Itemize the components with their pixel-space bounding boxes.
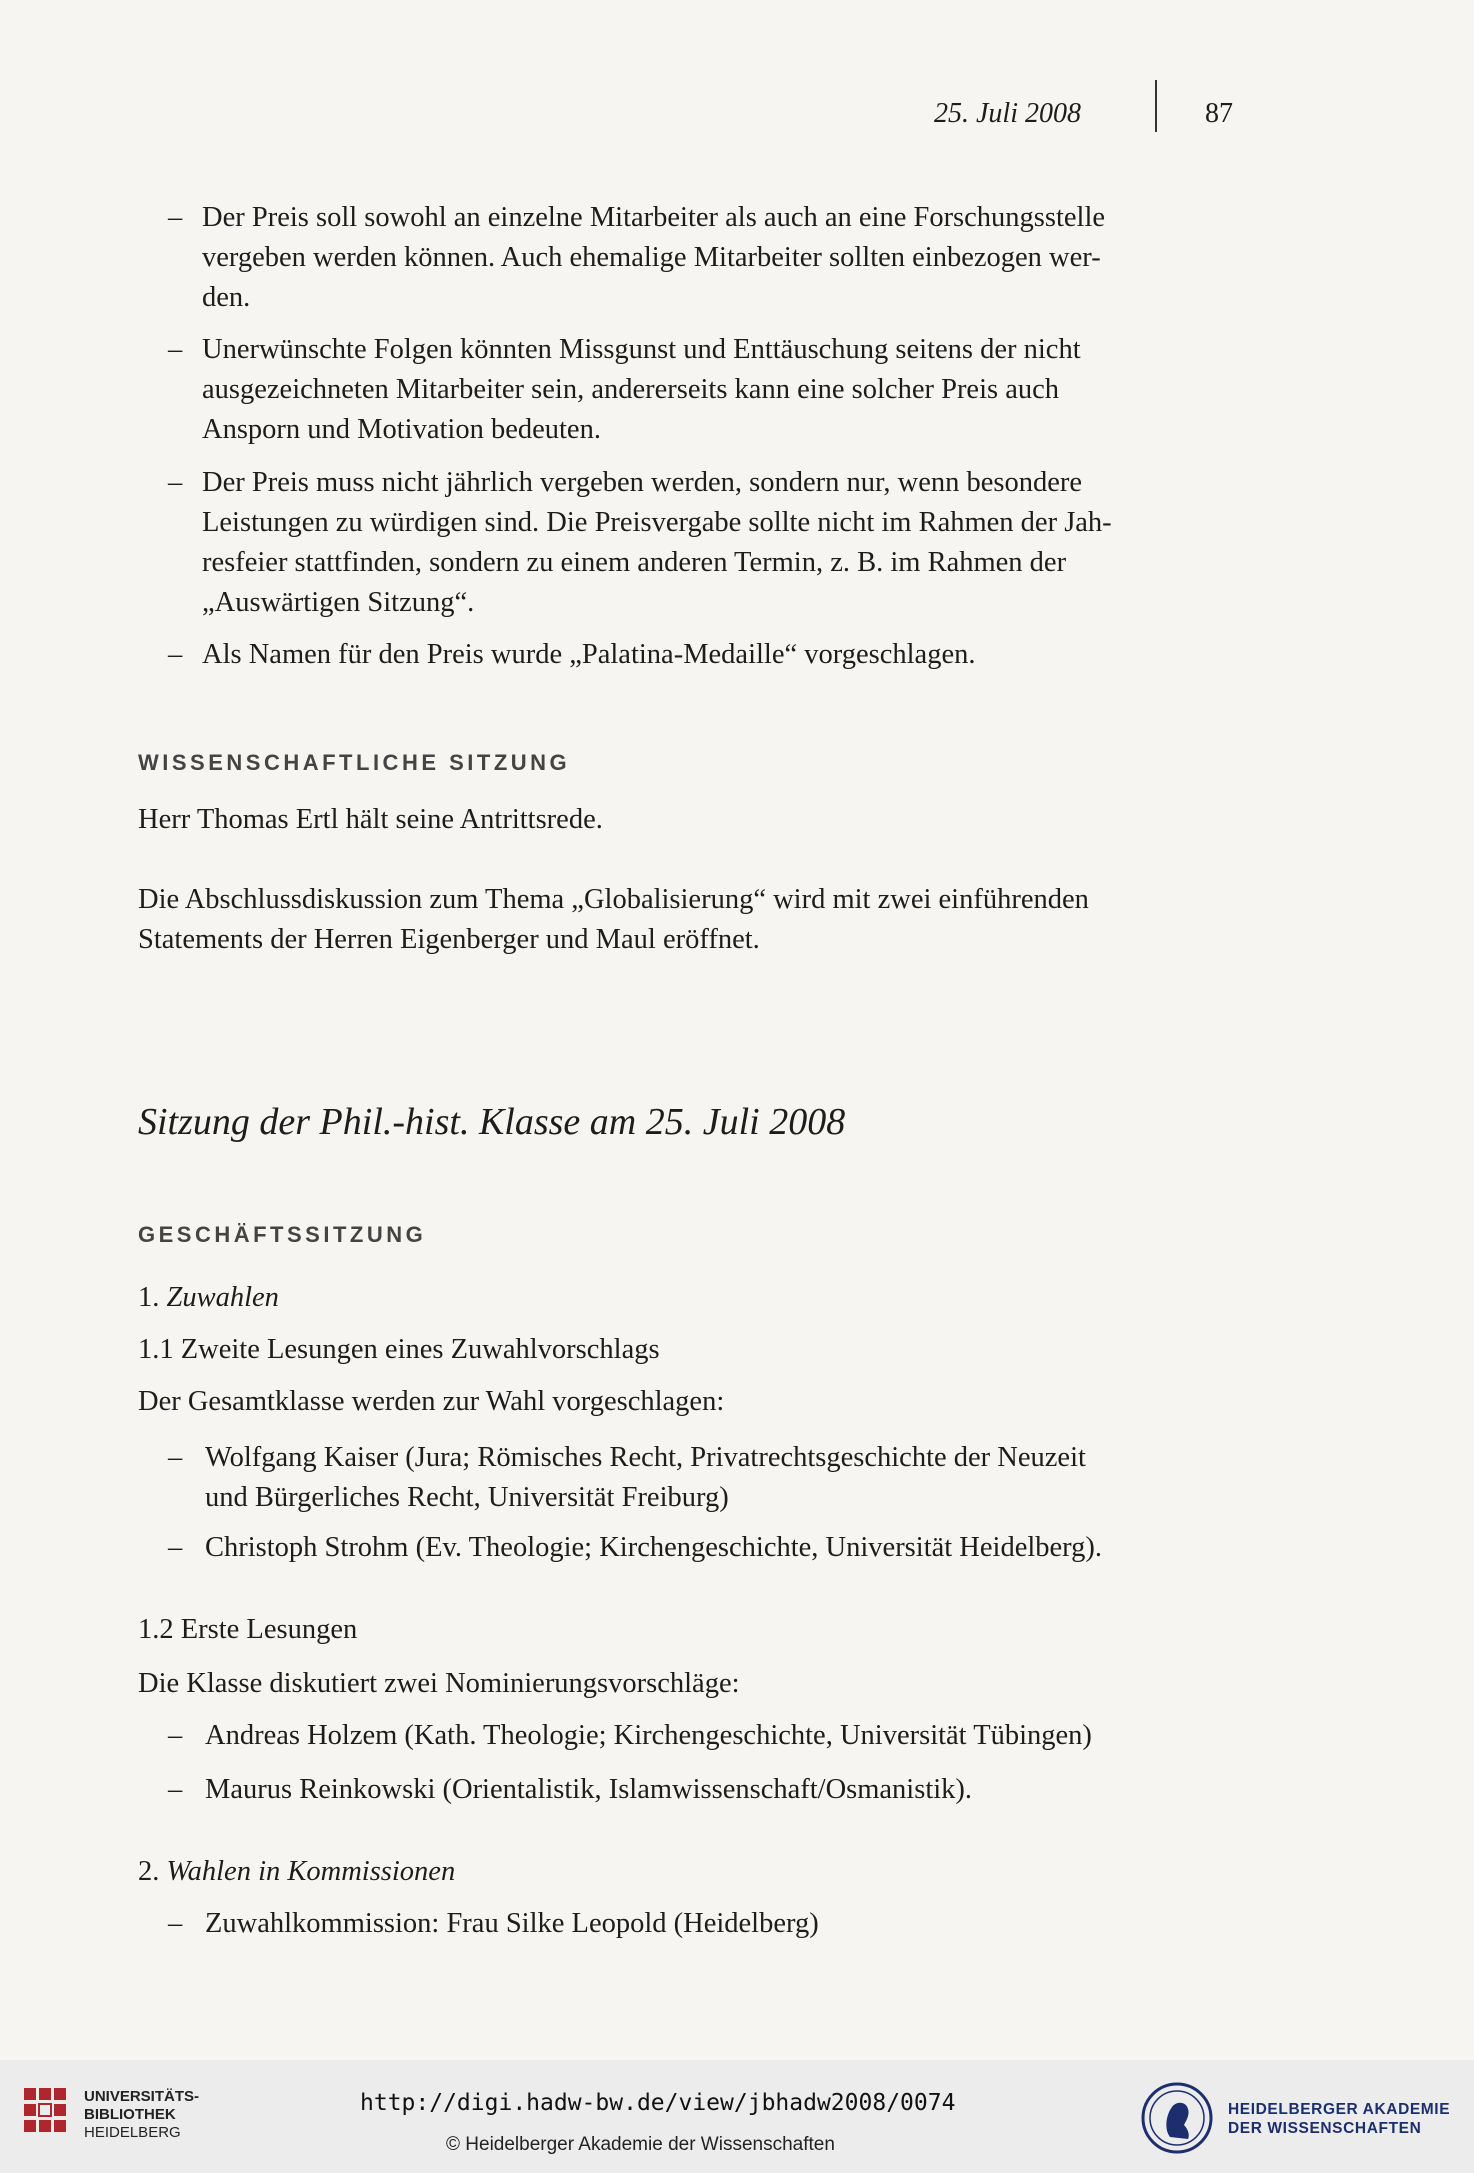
bullet-dash: – (168, 1532, 183, 1563)
list-item (202, 635, 1237, 675)
university-library-logo-icon (20, 2084, 70, 2140)
ub-line: HEIDELBERG (84, 2124, 181, 2141)
paragraph: Herr Thomas Ertl hält seine Antrittsrede. (138, 804, 603, 835)
academy-name (1228, 2100, 1450, 2138)
text-line: Christoph Strohm (Ev. Theologie; Kirchengeschichte, Universität Heidelberg). (205, 1532, 1103, 1563)
text-line: Ansporn und Motivation bedeuten. (202, 414, 601, 445)
bullet-dash: – (168, 1908, 183, 1939)
paragraph: Die Klasse diskutiert zwei Nominierungsvorschläge: (138, 1668, 740, 1699)
list-item (205, 1770, 1237, 1810)
bullet-dash: – (168, 639, 183, 670)
list-item (205, 1904, 1237, 1944)
copyright-notice: © Heidelberger Akademie der Wissenschaften (446, 2134, 835, 2155)
list-item (205, 1716, 1237, 1756)
paragraph (138, 880, 1238, 960)
list-item (205, 1438, 1237, 1518)
text-line: Als Namen für den Preis wurde „Palatina-Medaille“ vorgeschlagen. (202, 639, 976, 670)
academy-line: HEIDELBERGER AKADEMIE (1228, 2101, 1451, 2118)
academy-seal-icon (1140, 2081, 1214, 2155)
section-heading-geschaeftssitzung: GESCHÄFTSSITZUNG (138, 1222, 427, 1247)
text-line: Statements der Herren Eigenberger und Maul eröffnet. (138, 924, 760, 955)
ub-line: BIBLIOTHEK (84, 2106, 176, 2123)
numbered-item-1 (138, 1278, 1238, 1318)
text-line: Der Preis muss nicht jährlich vergeben werden, sondern nur, wenn besondere (202, 467, 1082, 498)
subheading: 1.2 Erste Lesungen (138, 1614, 358, 1645)
subheading: 1.1 Zweite Lesungen eines Zuwahlvorschlags (138, 1334, 660, 1365)
text-line: den. (202, 282, 251, 313)
item-label: Wahlen in Kommissionen (166, 1856, 456, 1887)
bullet-dash: – (168, 202, 183, 233)
paragraph: Der Gesamtklasse werden zur Wahl vorgeschlagen: (138, 1386, 725, 1417)
text-line: und Bürgerliches Recht, Universität Freiburg) (205, 1482, 729, 1513)
list-item (202, 463, 1237, 623)
ub-line: UNIVERSITÄTS- (84, 2088, 200, 2105)
list-item (202, 330, 1237, 450)
bullet-dash: – (168, 467, 183, 498)
item-label: Zuwahlen (166, 1282, 279, 1313)
text-line: vergeben werden können. Auch ehemalige Mitarbeiter sollten einbezogen wer- (202, 242, 1101, 273)
academy-line: DER WISSENSCHAFTEN (1228, 2120, 1422, 2137)
text-line: Der Preis soll sowohl an einzelne Mitarbeiter als auch an eine Forschungsstelle (202, 202, 1106, 233)
list-item (205, 1528, 1237, 1568)
section-title: Sitzung der Phil.-hist. Klasse am 25. Juli 2008 (138, 1101, 846, 1143)
text-line: Unerwünschte Folgen könnten Missgunst und Enttäuschung seitens der nicht (202, 334, 1081, 365)
running-header-date: 25. Juli 2008 (934, 98, 1081, 129)
text-line: Wolfgang Kaiser (Jura; Römisches Recht, Privatrechtsgeschichte der Neuzeit (205, 1442, 1086, 1473)
header-divider (1155, 80, 1157, 132)
bullet-dash: – (168, 1774, 183, 1805)
page-number: 87 (1205, 98, 1233, 129)
text-line: ausgezeichneten Mitarbeiter sein, andererseits kann eine solcher Preis auch (202, 374, 1060, 405)
text-line: Leistungen zu würdigen sind. Die Preisvergabe sollte nicht im Rahmen der Jah- (202, 507, 1112, 538)
text-line: Zuwahlkommission: Frau Silke Leopold (Heidelberg) (205, 1908, 819, 1939)
item-number: 1. (138, 1282, 160, 1313)
university-library-name (84, 2088, 199, 2142)
text-line: Maurus Reinkowski (Orientalistik, Islamwissenschaft/Osmanistik). (205, 1774, 973, 1805)
item-number: 2. (138, 1856, 160, 1887)
numbered-item-2 (138, 1852, 1238, 1892)
text-line: resfeier stattfinden, sondern zu einem anderen Termin, z. B. im Rahmen der (202, 547, 1067, 578)
text-line: Andreas Holzem (Kath. Theologie; Kirchengeschichte, Universität Tübingen) (205, 1720, 1092, 1751)
bullet-dash: – (168, 1720, 183, 1751)
text-line: „Auswärtigen Sitzung“. (202, 587, 475, 618)
bullet-dash: – (168, 334, 183, 365)
text-line: Die Abschlussdiskussion zum Thema „Globalisierung“ wird mit zwei einführenden (138, 884, 1089, 915)
list-item (202, 198, 1237, 318)
section-heading-wissenschaftliche-sitzung: WISSENSCHAFTLICHE SITZUNG (138, 750, 571, 775)
permalink-url[interactable]: http://digi.hadw-bw.de/view/jbhadw2008/0074 (360, 2090, 956, 2116)
bullet-dash: – (168, 1442, 183, 1473)
